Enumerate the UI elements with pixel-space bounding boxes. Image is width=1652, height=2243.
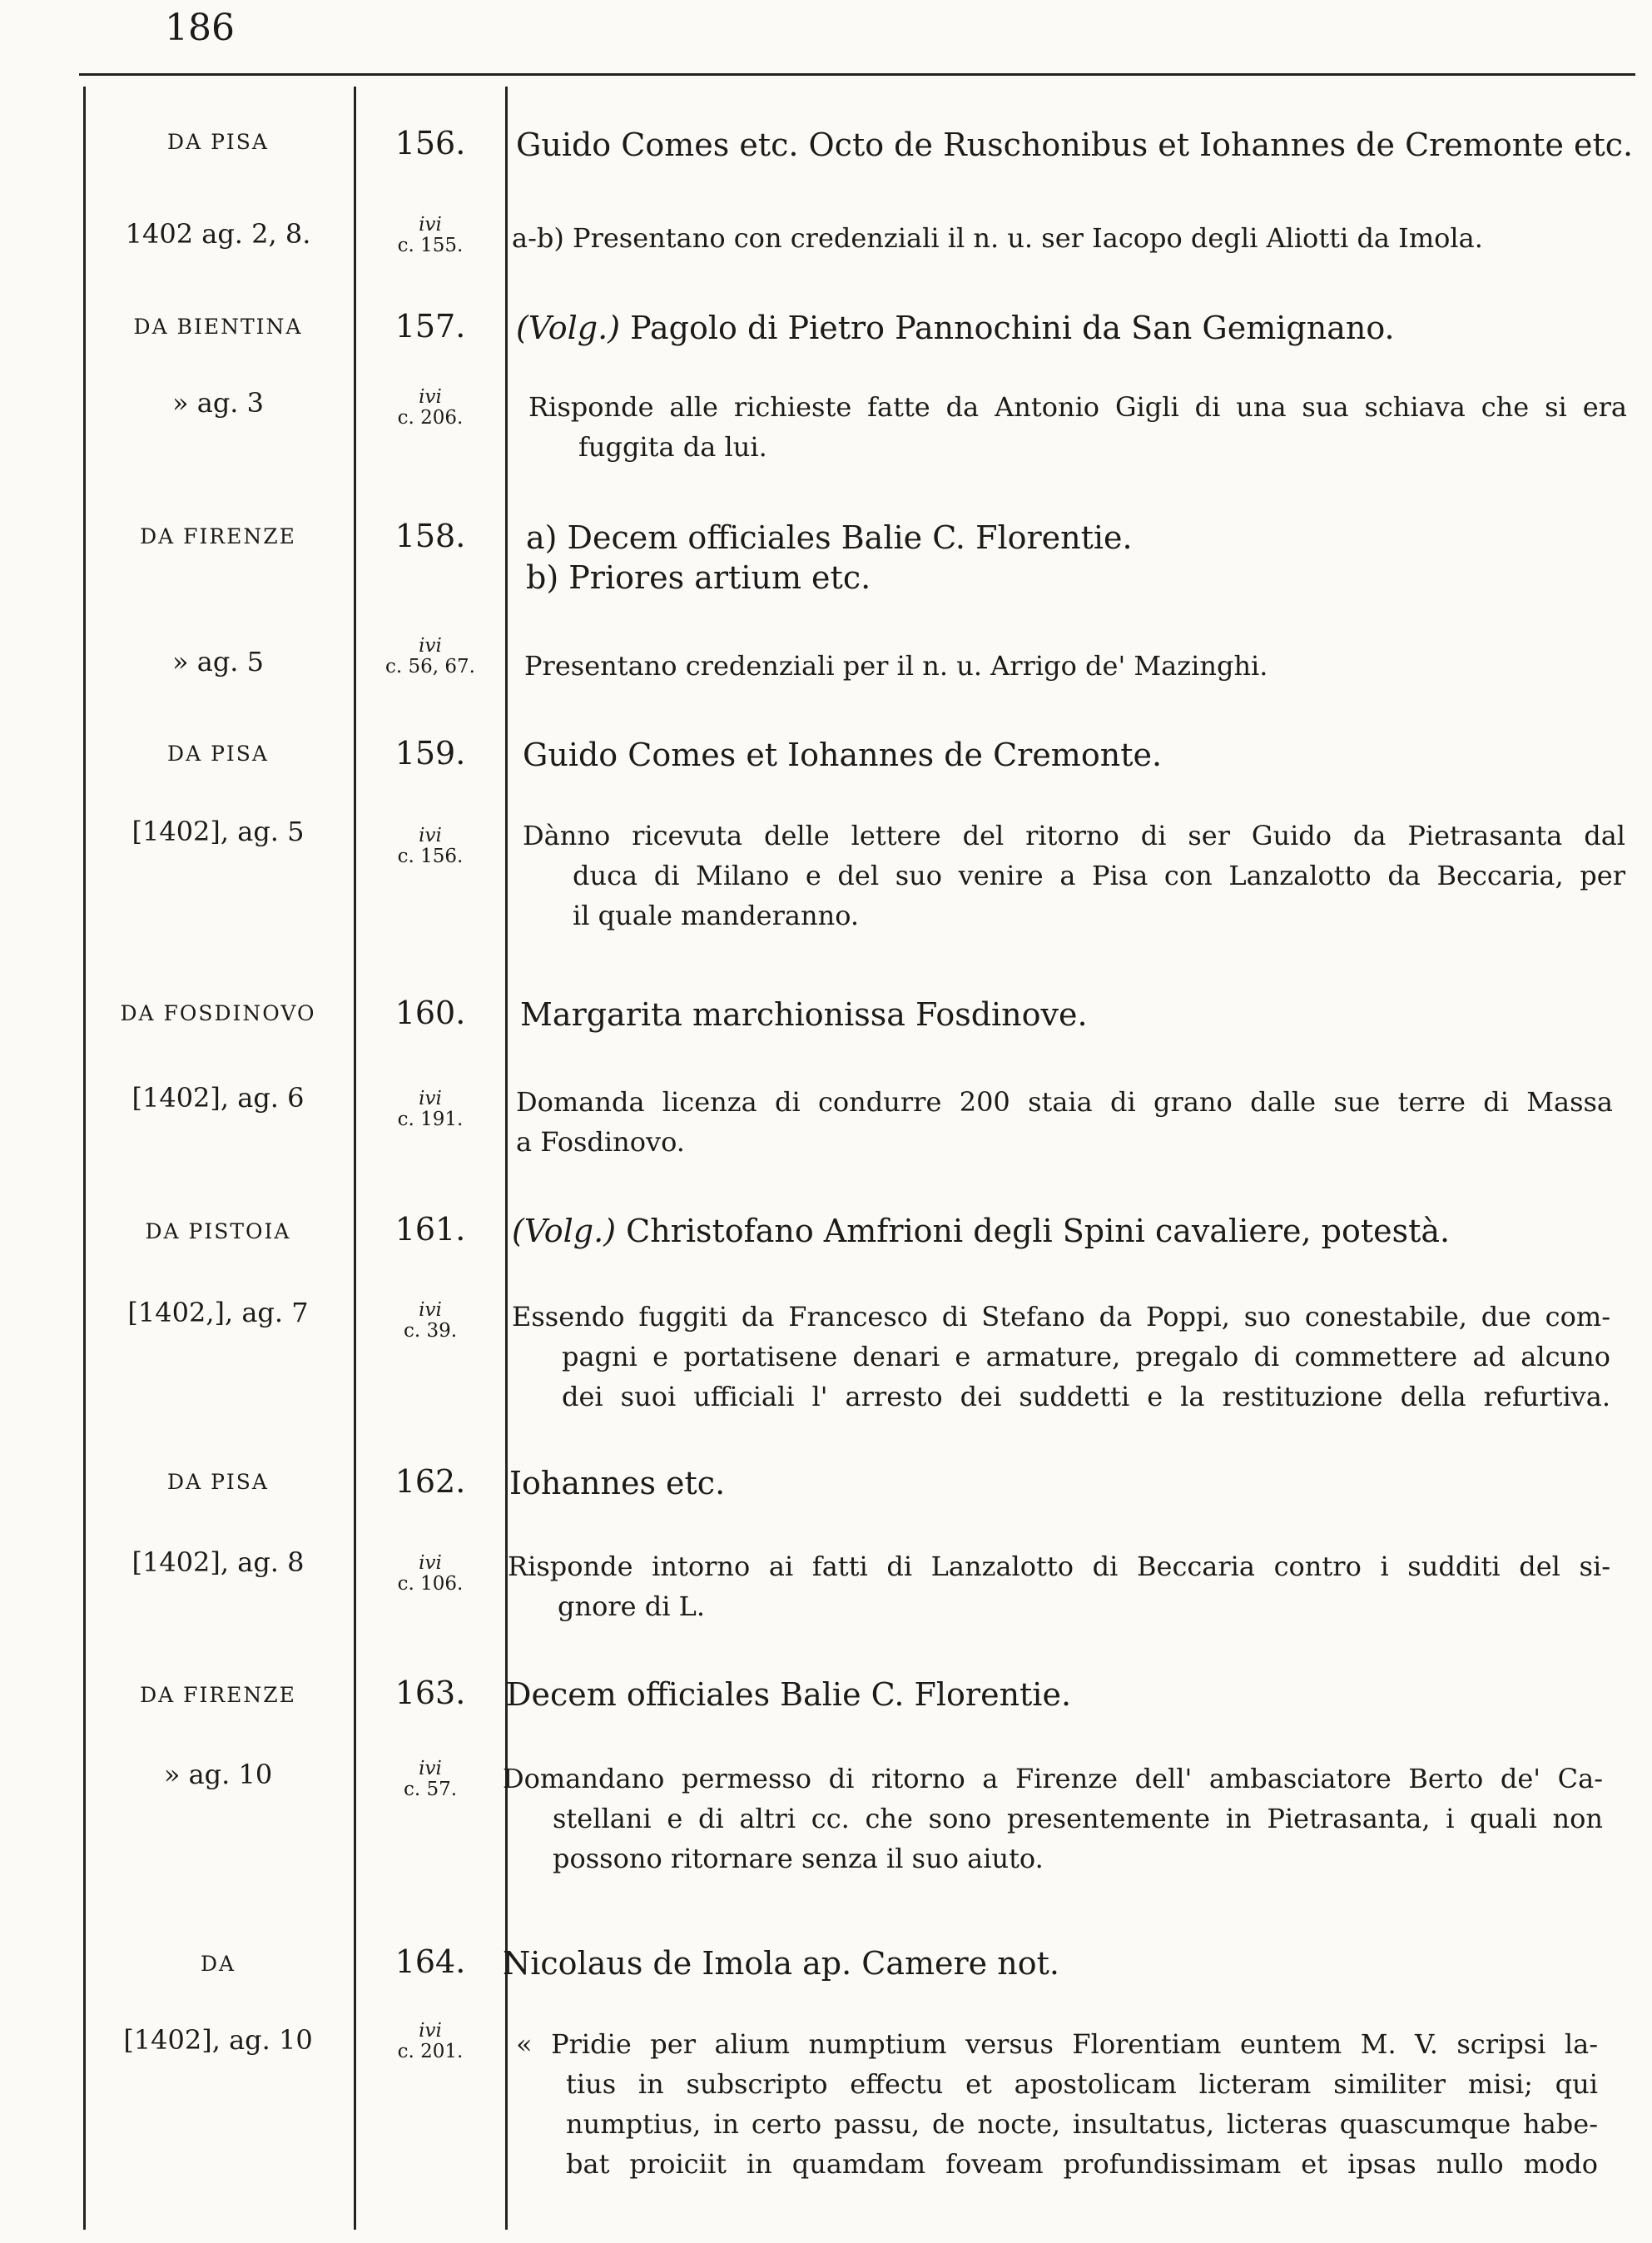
entry-summary [512,1297,1610,1417]
entry-number: 164. [394,1943,466,1980]
citation-ivi: ivi [419,1088,442,1109]
entry-date: » ag. 3 [171,387,264,419]
citation-ivi: ivi [419,635,442,657]
citation-ivi: ivi [419,1299,442,1321]
entry-number: 162. [394,1463,466,1500]
summary-line: possono ritornare senza il suo aiuto. [553,1843,1044,1874]
summary-line: numptius, in certo passu, de nocte, insultatus, licteras quascumque habe- [566,2108,1598,2140]
entry-citation [360,1553,501,1595]
citation-carta: c. 156. [397,846,464,867]
entry-date: [1402,], ag. 7 [127,1297,309,1328]
summary-line: a Fosdinovo. [516,1126,685,1158]
summary-line: Presentano credenziali per il n. u. Arrigo de' Mazinghi. [524,650,1268,682]
entry-place: DA PISTOIA [145,1219,291,1243]
citation-ivi: ivi [419,2020,442,2042]
citation-ivi: ivi [419,1552,442,1574]
summary-line: Dànno ricevuta delle lettere del ritorno di ser Guido da Pietrasanta dal [523,820,1625,851]
summary-line: Domandano permesso di ritorno a Firenze dell' ambasciatore Berto de' Ca- [503,1763,1603,1794]
entry-date: [1402], ag. 5 [131,816,305,847]
citation-carta: c. 206. [397,407,464,429]
entry-title [509,1463,1620,1503]
entry-citation [360,826,501,867]
entry-title [516,125,1634,165]
title-line: Nicolaus de Imola ap. Camere not. [503,1945,1059,1982]
title-line: Pagolo di Pietro Pannochini da San Gemignano. [630,310,1395,346]
citation-ivi: ivi [419,214,442,236]
entry-title [523,735,1634,775]
summary-line: a-b) Presentano con credenziali il n. u. ser Iacopo degli Aliotti da Imola. [512,222,1483,254]
title-prefix-volg: (Volg.) [512,1213,617,1249]
summary-line: « Pridie per alium numptium versus Florentiam euntem M. V. scripsi la- [516,2028,1598,2060]
citation-carta: c. 191. [397,1109,464,1130]
entry-summary [512,218,1619,258]
column-rule-right [505,87,508,2230]
summary-line: Risponde intorno ai fatti di Lanzalotto di Beccaria contro i sudditi del si- [508,1551,1610,1582]
entry-place: DA FIRENZE [140,524,296,548]
entry-summary [508,1546,1610,1626]
entry-summary [516,2024,1598,2184]
column-rule-middle [354,87,356,2230]
citation-ivi: ivi [419,386,442,408]
entry-summary [524,646,1357,686]
title-line: Iohannes etc. [509,1465,726,1501]
entry-place: DA PISA [167,130,269,154]
citation-ivi: ivi [419,825,442,846]
entry-summary [516,1082,1613,1162]
entry-title [526,518,1637,598]
citation-carta: c. 201. [397,2041,464,2062]
title-line: a) Decem officiales Balie C. Florentie. [526,519,1133,556]
summary-line: Risponde alle richieste fatte da Antonio Gigli di una sua schiava che si era [528,391,1627,423]
column-rule-left [83,87,86,2230]
citation-carta: c. 155. [397,235,464,256]
entry-place: DA FIRENZE [140,1683,296,1707]
entry-title [516,308,1627,348]
citation-carta: c. 39. [403,1320,458,1342]
citation-ivi: ivi [419,1758,442,1779]
entry-citation [360,1089,501,1130]
entry-number: 156. [394,125,466,161]
entry-citation [360,1300,501,1342]
entry-citation [360,215,501,256]
citation-carta: c. 57. [403,1779,458,1800]
page-number: 186 [165,7,235,49]
entry-date: 1402 ag. 2, 8. [125,218,311,250]
entry-summary [528,387,1627,467]
entry-place: DA BIENTINA [133,315,303,339]
entry-date: [1402], ag. 8 [131,1546,305,1578]
entry-title [512,1211,1623,1251]
entry-date: [1402], ag. 6 [131,1082,305,1114]
entry-citation [360,387,501,429]
entry-date: » ag. 10 [163,1759,273,1790]
summary-line: Essendo fuggiti da Francesco di Stefano da Poppi, suo conestabile, due com- [512,1301,1610,1332]
summary-line: Domanda licenza di condurre 200 staia di grano dalle sue terre di Massa [516,1086,1613,1118]
summary-line: fuggita da lui. [578,431,767,463]
summary-line: dei suoi ufficiali l' arresto dei suddetti e la restituzione della refurtiva. [562,1381,1610,1412]
summary-line: pagni e portatisene denari e armature, pregalo di commettere ad alcuno [562,1341,1610,1372]
entry-title [506,1675,1617,1715]
summary-line: gnore di L. [558,1590,706,1622]
entry-place: DA PISA [167,742,269,766]
entry-date: » ag. 5 [171,646,264,677]
title-line: Decem officiales Balie C. Florentie. [506,1676,1072,1713]
entry-title [503,1943,1614,1983]
entry-citation [360,636,501,677]
entry-number: 158. [394,518,466,554]
summary-line: bat proiciit in quamdam foveam profundissimam et ipsas nullo modo [566,2148,1598,2180]
citation-carta: c. 106. [397,1573,464,1595]
entry-number: 159. [394,735,466,772]
entry-place: DA [200,1952,236,1976]
summary-line: tius in subscripto effectu et apostolicam licteram similiter misi; qui [566,2068,1598,2100]
entry-number: 161. [394,1211,466,1248]
entry-place: DA PISA [167,1470,269,1494]
title-prefix-volg: (Volg.) [516,310,621,346]
entry-citation [360,2021,501,2062]
title-line: b) Priores artium etc. [526,559,871,596]
entry-place: DA FOSDINOVO [120,1001,316,1025]
summary-line: duca di Milano e del suo venire a Pisa con Lanzalotto da Beccaria, per [573,860,1625,891]
citation-carta: c. 56, 67. [385,656,475,677]
entry-citation [360,1759,501,1800]
title-line: Christofano Amfrioni degli Spini cavaliere, potestà. [626,1213,1451,1249]
summary-line: stellani e di altri cc. che sono presentemente in Pietrasanta, i quali non [553,1803,1603,1834]
entry-number: 160. [394,995,466,1031]
entry-date: [1402], ag. 10 [123,2024,313,2056]
summary-line: il quale manderanno. [573,900,860,931]
entry-number: 157. [394,308,466,345]
title-line: Margarita marchionissa Fosdinove. [520,996,1088,1033]
title-line: Guido Comes et Iohannes de Cremonte. [523,737,1163,773]
entry-number: 163. [394,1675,466,1711]
top-rule [79,73,1635,76]
entry-summary [503,1759,1603,1878]
entry-summary [523,816,1625,935]
title-line: Guido Comes etc. Octo de Ruschonibus et Iohannes de Cremonte etc. [516,127,1634,163]
entry-title [520,995,1631,1035]
